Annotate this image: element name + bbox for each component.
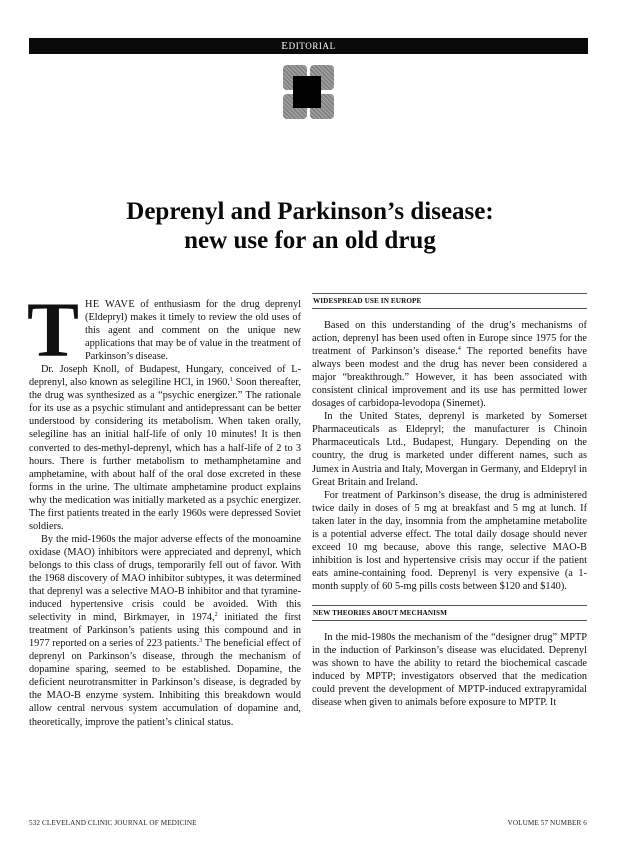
paragraph-text: initiated the first treatment of Parkinson’s patients using this compound and in 1977 reported on a series of 223 patients. — [29, 612, 301, 650]
paragraph-text: Dr. Joseph Knoll, of Budapest, Hungary, conceived of L-deprenyl, also known as selegiline HCl, in 1960. — [29, 364, 301, 389]
article-title — [40, 197, 580, 255]
section-heading-new-theories: NEW THEORIES ABOUT MECHANISM — [312, 605, 587, 621]
title-line-2: new use for an old drug — [184, 227, 436, 254]
paragraph-text: By the mid-1960s the major adverse effects of the monoamine oxidase (MAO) inhibitors were appreciated and deprenyl, which belongs to this class of drugs, temporarily fell out of favor. With the 1968 discovery of MAO inhibitor subtypes, it was determined that deprenyl was a selective MAO-B inhibitor and that tyramine-induced hypertensive crisis could be avoided. With this selectivity in mind, Birkmayer, in 1974, — [29, 533, 301, 624]
paragraph — [312, 319, 587, 410]
paragraph-text: The beneficial effect of deprenyl on Parkinson’s disease, through the mechanism of dopamine sparing, seemed to be established. Dopamine, the deficient neurotransmitter in Parkinson’s disease, is degraded by the MAO-B enzyme system. Inhibiting this breakdown would allow central nervous system accumulation of dopamine and, theoretically, improve the patient’s clinical status. — [29, 638, 302, 728]
section-label-initial: E — [281, 40, 289, 52]
paragraph: For treatment of Parkinson’s disease, the drug is administered twice daily in doses of 5 mg at breakfast and 5 mg at lunch. If taken later in the day, insomnia from the amphetamine metabolite is a potential adverse effect. The total daily dosage should never exceed 10 mg because, above this range, selective MAO-B inhibition is lost and hypertensive crisis may occur if the patient eats amine-containing food. Deprenyl is very expensive (a 1-month supply of 60 5-mg pills costs between $120 and $140). — [312, 489, 587, 592]
paragraph: In the mid-1980s the mechanism of the “designer drug” MPTP in the induction of Parkinson’s disease was elucidated. Deprenyl was shown to have the ability to retard the biochemical cascade induced by MPTP; investigators observed that the medication could prevent the development of MPTP-induced extrapyramidal disease when given to animals before exposure to MPTP. It — [312, 631, 587, 709]
paragraph-text: of enthusiasm for the drug deprenyl (Eldepryl) makes it timely to review the old uses of this agent and comment on the unique new applications that may be of value in the treatment of Parkinson’s disease. — [85, 299, 301, 363]
journal-logo-icon — [282, 64, 336, 120]
paragraph — [27, 286, 301, 373]
logo-center-square — [293, 76, 321, 108]
drop-cap: T — [27, 286, 80, 373]
paragraph — [29, 533, 301, 729]
section-label: DITORIAL — [288, 41, 336, 51]
lead-caps: HE WAVE — [85, 299, 136, 310]
paragraph — [29, 363, 301, 533]
footer-volume: VOLUME 57 NUMBER 6 — [507, 819, 587, 827]
left-column — [27, 286, 302, 729]
footer-journal-page: 532 CLEVELAND CLINIC JOURNAL OF MEDICINE — [29, 819, 197, 827]
reference-marker[interactable]: 1 — [229, 377, 233, 384]
reference-marker[interactable]: 3 — [199, 638, 203, 645]
reference-marker[interactable]: 4 — [457, 346, 461, 353]
paragraph: In the United States, deprenyl is marketed by Somerset Pharmaceuticals as Eldepryl; the manufacturer is Chinoin Pharmaceuticals Ltd., Budapest, Hungary. Depending on the country, the drug is marketed under different names, such as Jumex in Austria and Italy, Movergan in Germany, and Eldepryl in Great Britain and Ireland. — [312, 411, 587, 488]
section-banner — [29, 38, 588, 54]
reference-marker[interactable]: 2 — [214, 612, 218, 619]
section-heading-widespread-use: WIDESPREAD USE IN EUROPE — [312, 293, 587, 309]
paragraph-text: The reported benefits have always been modest and the drug has never been considered a major “breakthrough.” However, it has been associated with consistent clinical improvement and its use has permitted lower dosages of carbidopa-levodopa (Sinemet). — [312, 346, 587, 410]
title-line-1: Deprenyl and Parkinson’s disease: — [126, 198, 494, 225]
paragraph-text: Soon thereafter, the drug was synthesized as a “psychic energizer.” The rationale for its use as a psychic stimulant and antidepressant can be better understood by considering its metabolism. When taken orally, selegiline has an initial half-life of only 10 minutes! It is then converted to des-methyl-deprenyl, which has a half-life of 2 to 3 hours. There is further metabolism to methamphetamine and amphetamine, with about half of the oral dose excreted in these forms in the urine. The ultimate amphetamine product explains why the medication was initially marketed as a psychic energizer. The first patients treated in the early 1960s were depressed Soviet soldiers. — [29, 377, 302, 532]
paragraph-text: Based on this understanding of the drug’s mechanisms of action, deprenyl has been used often in Europe since 1975 for the treatment of Parkinson’s disease. — [312, 320, 587, 358]
right-column — [312, 293, 587, 709]
